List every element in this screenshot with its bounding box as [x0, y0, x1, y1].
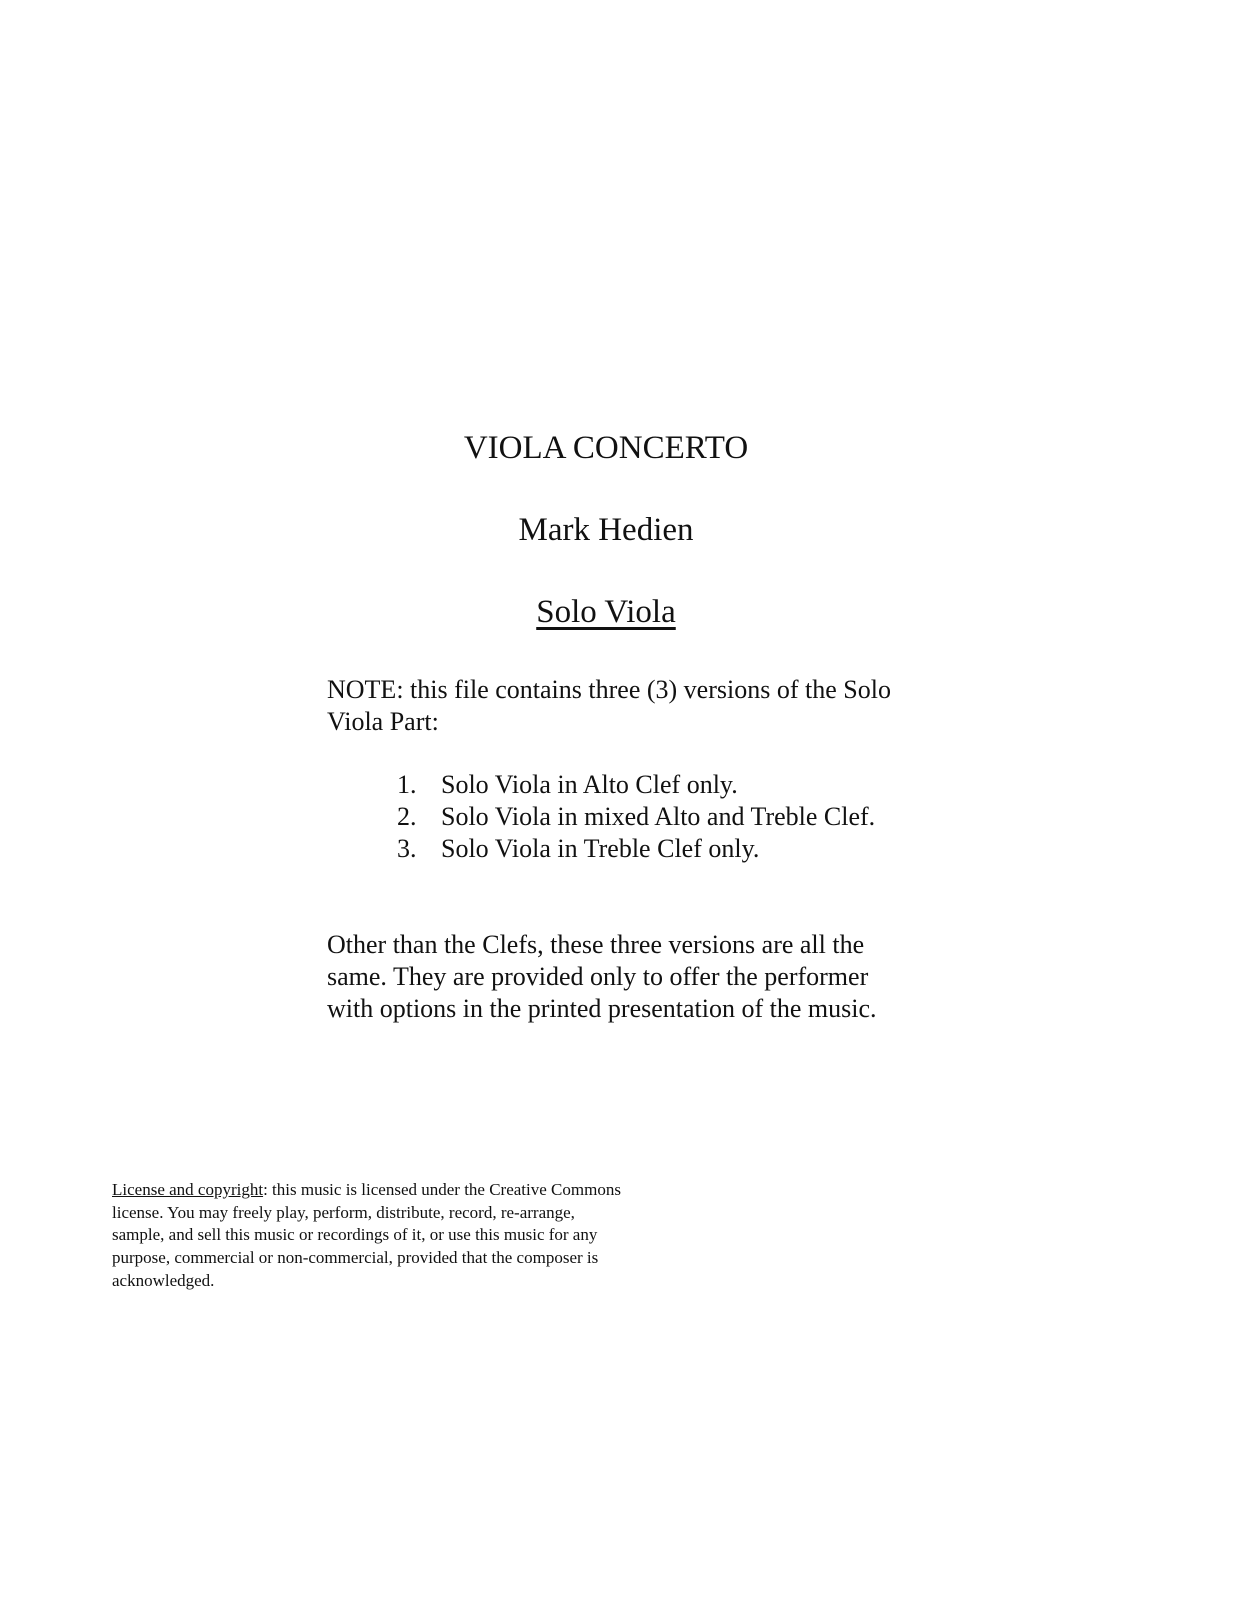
- list-item-number: 1.: [397, 770, 417, 799]
- page-title: VIOLA CONCERTO: [463, 430, 749, 466]
- note-intro: NOTE: this file contains three (3) versions of the Solo Viola Part:: [327, 675, 891, 736]
- license-heading: License and copyright: [112, 1180, 264, 1199]
- list-item-text: Solo Viola in Alto Clef only.: [441, 770, 738, 799]
- composer-name: Mark Hedien: [518, 512, 694, 548]
- note-outro: Other than the Clefs, these three versions are all the same. They are provided only to offer the performer with options in the printed presentation of the music.: [327, 930, 877, 1023]
- license-notice: [112, 1179, 622, 1293]
- list-item-number: 2.: [397, 802, 417, 831]
- list-item: [327, 833, 887, 865]
- list-item-text: Solo Viola in mixed Alto and Treble Clef.: [441, 802, 876, 831]
- license-text: : this music is licensed under the Creative Commons license. You may freely play, perform, distribute, record, re-arrange, sample, and sell this music or recordings of it, or use this music for any purpose, commercial or non-commercial, provided that the composer is acknowledged.: [112, 1180, 621, 1290]
- list-item-number: 3.: [397, 834, 417, 863]
- list-item: [327, 801, 887, 833]
- version-list: [327, 769, 887, 865]
- part-name: Solo Viola: [536, 594, 676, 630]
- list-item-text: Solo Viola in Treble Clef only.: [441, 834, 760, 863]
- list-item: [327, 769, 887, 801]
